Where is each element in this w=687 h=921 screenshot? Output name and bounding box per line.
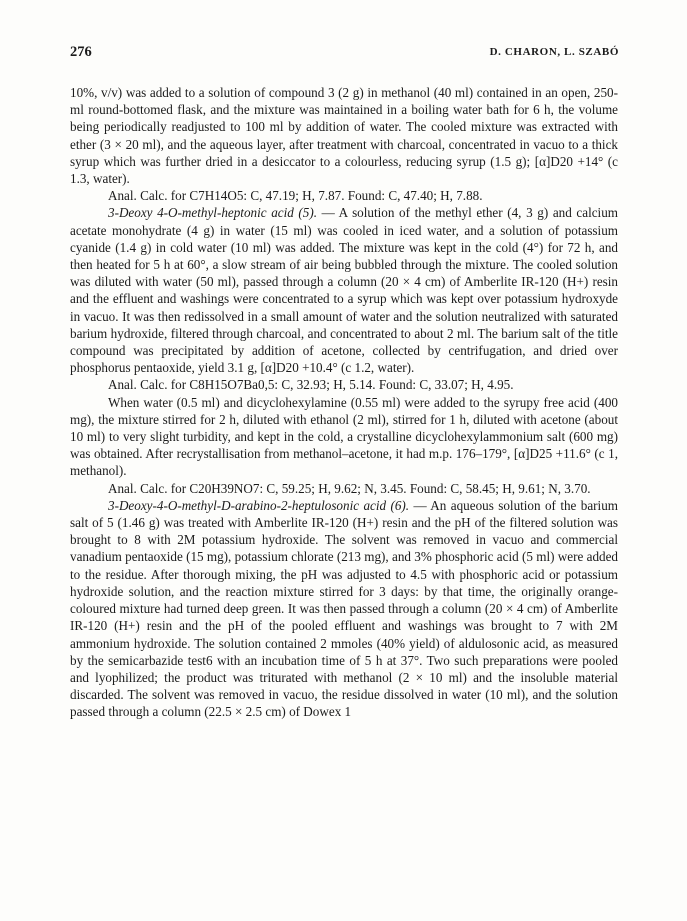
compound-5-heading: 3-Deoxy 4-O-methyl-heptonic acid (5). xyxy=(108,205,318,221)
running-head-authors: D. CHARON, L. SZABÓ xyxy=(489,46,619,58)
running-header xyxy=(70,44,619,64)
paragraph-analysis-1: Anal. Calc. for C7H14O5: C, 47.19; H, 7.87. Found: C, 47.40; H, 7.88. xyxy=(108,188,483,204)
paragraph-analysis-3: Anal. Calc. for C20H39NO7: C, 59.25; H, 9.62; N, 3.45. Found: C, 58.45; H, 9.61; N, 3.70. xyxy=(108,480,591,496)
paragraph-analysis-2: Anal. Calc. for C8H15O7Ba0,5: C, 32.93; H, 5.14. Found: C, 33.07; H, 4.95. xyxy=(108,377,514,393)
compound-6-text: — An aqueous solution of the barium salt of 5 (1.46 g) was treated with Amberlite IR-120 (H+) resin and the pH of the filtered solution was brought to 8 with 2M potassium hydroxide. The solvent was removed in vacuo and commercial vanadium pentaoxide (15 mg), potassium chlorate (213 mg), and 3% phosphoric acid (5 ml) were added to the residue. After thorough mixing, the pH was adjusted to 4.5 with phosphoric acid or potassium hydroxide solution, and the reaction mixture stirred for 3 days: by that time, the originally orange-coloured mixture had turned deep green. It was then passed through a column (20 × 4 cm) of Amberlite IR-120 (H+) resin and the pH of the pooled effluent and washings was brought to 7 with 2M ammonium hydroxide. The solution contained 2 mmoles (40% yield) of aldulosonic acid, as measured by the semicarbazide test6 with an incubation time of 5 h at 37°. Two such preparations were pooled and lyophilized; the product was triturated with methanol (2 × 10 ml) and the insoluble material discarded. The solvent was removed in vacuo, the residue dissolved in water (10 ml), and the solution passed through a column (22.5 × 2.5 cm) of Dowex 1 xyxy=(70,497,618,720)
article-body xyxy=(70,84,618,721)
compound-5-text: — A solution of the methyl ether (4, 3 g) and calcium acetate monohydrate (4 g) in water (15 ml) was cooled in iced water, and a solution of potassium cyanide (1.4 g) in cold water (10 ml) was added. The mixture was kept in the cold (4°) for 72 h, and then heated for 5 h at 60°, a slow stream of air being bubbled through the mixture. The cooled solution was diluted with water (50 ml), passed through a column (20 × 4 cm) of Amberlite IR-120 (H+) resin and the effluent and washings were concentrated to a syrup which was kept over potassium hydroxyde in vacuo. It was then redissolved in a small amount of water and the solution neutralized with saturated barium hydroxide, filtered through charcoal, and concentrated to about 2 ml. The barium salt of the title compound was precipitated by addition of acetone, collected by centrifugation, and dried over phosphorus pentaoxide, yield 3.1 g, [α]D20 +10.4° (c 1.2, water). xyxy=(70,205,618,376)
paragraph-compound-5 xyxy=(70,204,618,376)
paragraph-1: 10%, v/v) was added to a solution of compound 3 (2 g) in methanol (40 ml) contained in an open, 250-ml round-bottomed flask, and the mixture was maintained in a boiling water bath for 6 h, the volume being periodically readjusted to 100 ml by addition of water. The cooled mixture was extracted with ether (3 × 20 ml), and the aqueous layer, after treatment with charcoal, concentrated in vacuo to a thick syrup which was further dried in a desiccator to a colourless, reducing syrup (1.5 g); [α]D20 +14° (c 1.3, water). xyxy=(70,85,618,187)
paragraph-compound-6 xyxy=(70,497,618,721)
paragraph-dicyclohexylamine: When water (0.5 ml) and dicyclohexylamine (0.55 ml) were added to the syrupy free acid (400 mg), the mixture stirred for 2 h, diluted with ethanol (2 ml), stirred for 1 h, diluted with acetone (about 10 ml) to very slight turbidity, and kept in the cold, a crystalline dicyclohexylammonium salt (600 mg) was obtained. After recrystallisation from methanol–acetone, it had m.p. 176–179°, [α]D25 +11.6° (c 1, methanol). xyxy=(70,394,618,479)
page-number: 276 xyxy=(70,44,92,60)
compound-6-heading: 3-Deoxy-4-O-methyl-D-arabino-2-heptulosonic acid (6). xyxy=(108,497,410,513)
